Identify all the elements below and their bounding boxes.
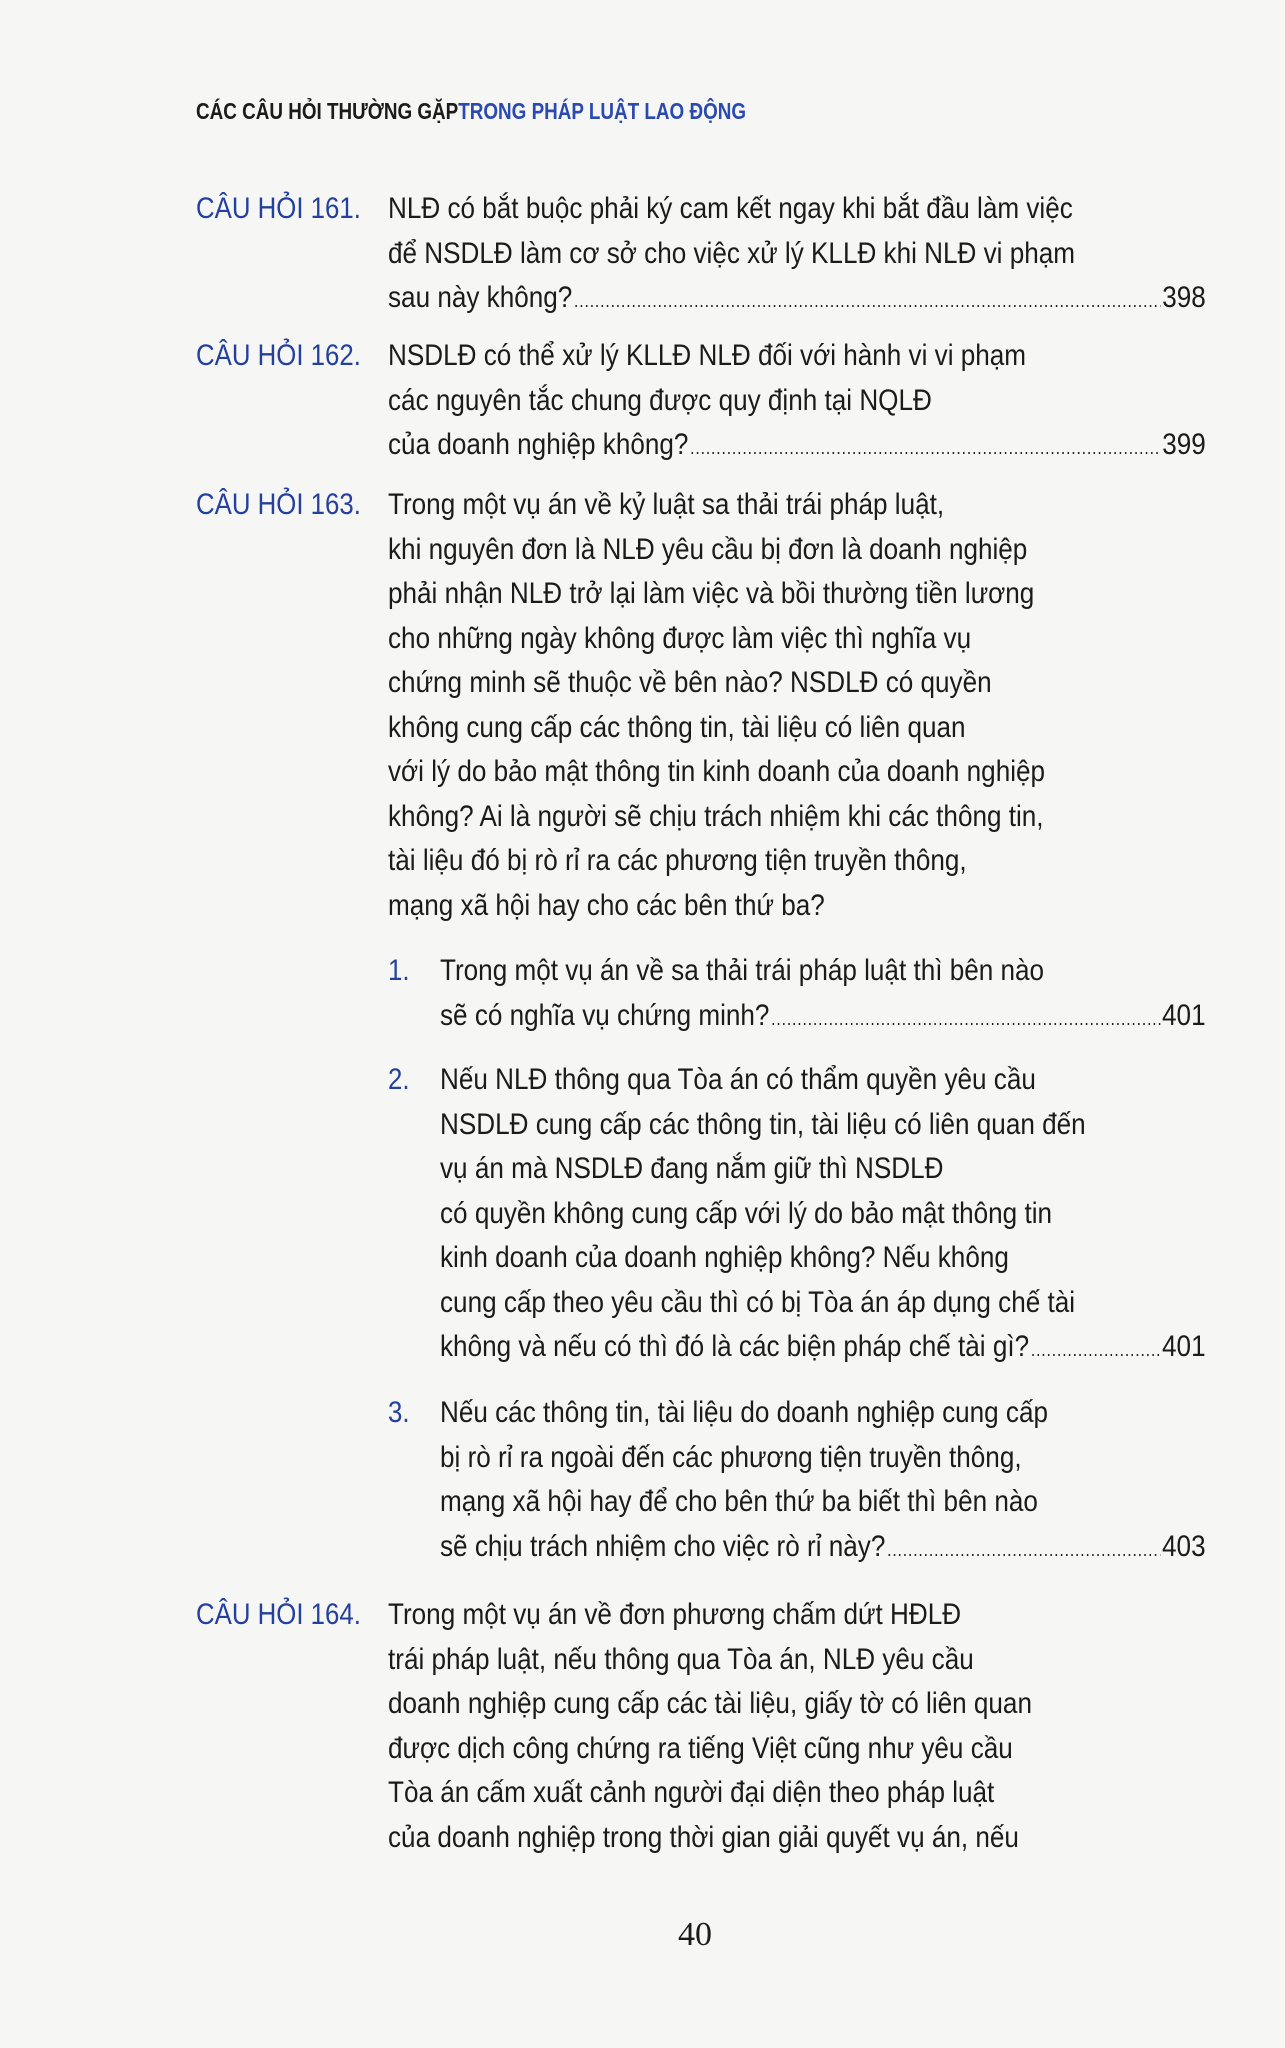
- question-label: CÂU HỎI 163.: [196, 488, 361, 521]
- subitem-number: 3.: [388, 1396, 410, 1429]
- entry-line: Nếu NLĐ thông qua Tòa án có thẩm quyền yêu cầu: [440, 1063, 1036, 1096]
- entry-line: tài liệu đó bị rò rỉ ra các phương tiện truyền thông,: [388, 844, 967, 877]
- entry-line: Trong một vụ án về sa thải trái pháp luật thì bên nào: [440, 954, 1045, 987]
- entry-line: cho những ngày không được làm việc thì nghĩa vụ: [388, 621, 972, 655]
- entry-line: Trong một vụ án về kỷ luật sa thải trái pháp luật,: [388, 488, 945, 521]
- question-label: CÂU HỎI 161.: [196, 192, 361, 225]
- entry-line: chứng minh sẽ thuộc về bên nào? NSDLĐ có quyền: [388, 666, 992, 699]
- entry-line: Trong một vụ án về đơn phương chấm dứt HĐLĐ: [388, 1598, 962, 1631]
- entry-line: mạng xã hội hay cho các bên thứ ba?: [388, 888, 825, 922]
- dot-leader: [690, 426, 1160, 471]
- header-subtitle: TRONG PHÁP LUẬT LAO ĐỘNG: [458, 98, 747, 124]
- running-header: [196, 98, 746, 125]
- entry-line: của doanh nghiệp không?: [388, 428, 689, 461]
- dot-leader: [887, 1528, 1160, 1573]
- subitem-number: 1.: [388, 954, 410, 987]
- page-ref[interactable]: 398: [1162, 281, 1206, 314]
- page-ref[interactable]: 401: [1162, 1330, 1206, 1363]
- entry-line: trái pháp luật, nếu thông qua Tòa án, NLĐ yêu cầu: [388, 1642, 974, 1676]
- entry-line: không và nếu có thì đó là các biện pháp chế tài gì?: [440, 1330, 1030, 1363]
- dot-leader: [1031, 1328, 1160, 1373]
- dot-leader: [574, 279, 1160, 324]
- entry-line: sẽ có nghĩa vụ chứng minh?: [440, 998, 770, 1032]
- question-label: CÂU HỎI 162.: [196, 339, 361, 372]
- entry-line: được dịch công chứng ra tiếng Việt cũng như yêu cầu: [388, 1731, 1013, 1765]
- entry-line: Tòa án cấm xuất cảnh người đại diện theo pháp luật: [388, 1776, 995, 1809]
- entry-line: có quyền không cung cấp với lý do bảo mật thông tin: [440, 1196, 1053, 1230]
- entry-line: phải nhận NLĐ trở lại làm việc và bồi thường tiền lương: [388, 577, 1035, 610]
- entry-line: kinh doanh của doanh nghiệp không? Nếu không: [440, 1241, 1009, 1274]
- entry-line: NSDLĐ có thể xử lý KLLĐ NLĐ đối với hành vi vi phạm: [388, 339, 1027, 372]
- entry-line: khi nguyên đơn là NLĐ yêu cầu bị đơn là doanh nghiệp: [388, 532, 1028, 566]
- entry-line: để NSDLĐ làm cơ sở cho việc xử lý KLLĐ khi NLĐ vi phạm: [388, 236, 1076, 270]
- entry-line: cung cấp theo yêu cầu thì có bị Tòa án áp dụng chế tài: [440, 1285, 1076, 1319]
- entry-line: NLĐ có bắt buộc phải ký cam kết ngay khi bắt đầu làm việc: [388, 192, 1073, 225]
- entry-line: sẽ chịu trách nhiệm cho việc rò rỉ này?: [440, 1529, 886, 1563]
- entry-line: không cung cấp các thông tin, tài liệu có liên quan: [388, 710, 966, 744]
- entry-line: sau này không?: [388, 281, 573, 314]
- entry-line: NSDLĐ cung cấp các thông tin, tài liệu có liên quan đến: [440, 1107, 1086, 1141]
- entry-line: các nguyên tắc chung được quy định tại NQLĐ: [388, 383, 932, 417]
- entry-line: vụ án mà NSDLĐ đang nắm giữ thì NSDLĐ: [440, 1152, 944, 1185]
- header-title: CÁC CÂU HỎI THƯỜNG GẶP: [196, 98, 459, 124]
- page-number: 40: [678, 1916, 712, 1953]
- entry-line: không? Ai là người sẽ chịu trách nhiệm khi các thông tin,: [388, 799, 1044, 833]
- page-ref[interactable]: 399: [1162, 428, 1206, 461]
- page-ref[interactable]: 403: [1162, 1529, 1206, 1563]
- entry-line: mạng xã hội hay để cho bên thứ ba biết thì bên nào: [440, 1485, 1038, 1518]
- page-ref[interactable]: 401: [1162, 998, 1206, 1032]
- dot-leader: [771, 997, 1160, 1042]
- entry-line: bị rò rỉ ra ngoài đến các phương tiện truyền thông,: [440, 1440, 1022, 1474]
- entry-line: doanh nghiệp cung cấp các tài liệu, giấy tờ có liên quan: [388, 1687, 1032, 1720]
- entry-line: của doanh nghiệp trong thời gian giải quyết vụ án, nếu: [388, 1820, 1019, 1854]
- entry-line: với lý do bảo mật thông tin kinh doanh của doanh nghiệp: [388, 755, 1046, 788]
- subitem-number: 2.: [388, 1063, 410, 1096]
- question-label: CÂU HỎI 164.: [196, 1598, 361, 1631]
- entry-line: Nếu các thông tin, tài liệu do doanh nghiệp cung cấp: [440, 1396, 1049, 1429]
